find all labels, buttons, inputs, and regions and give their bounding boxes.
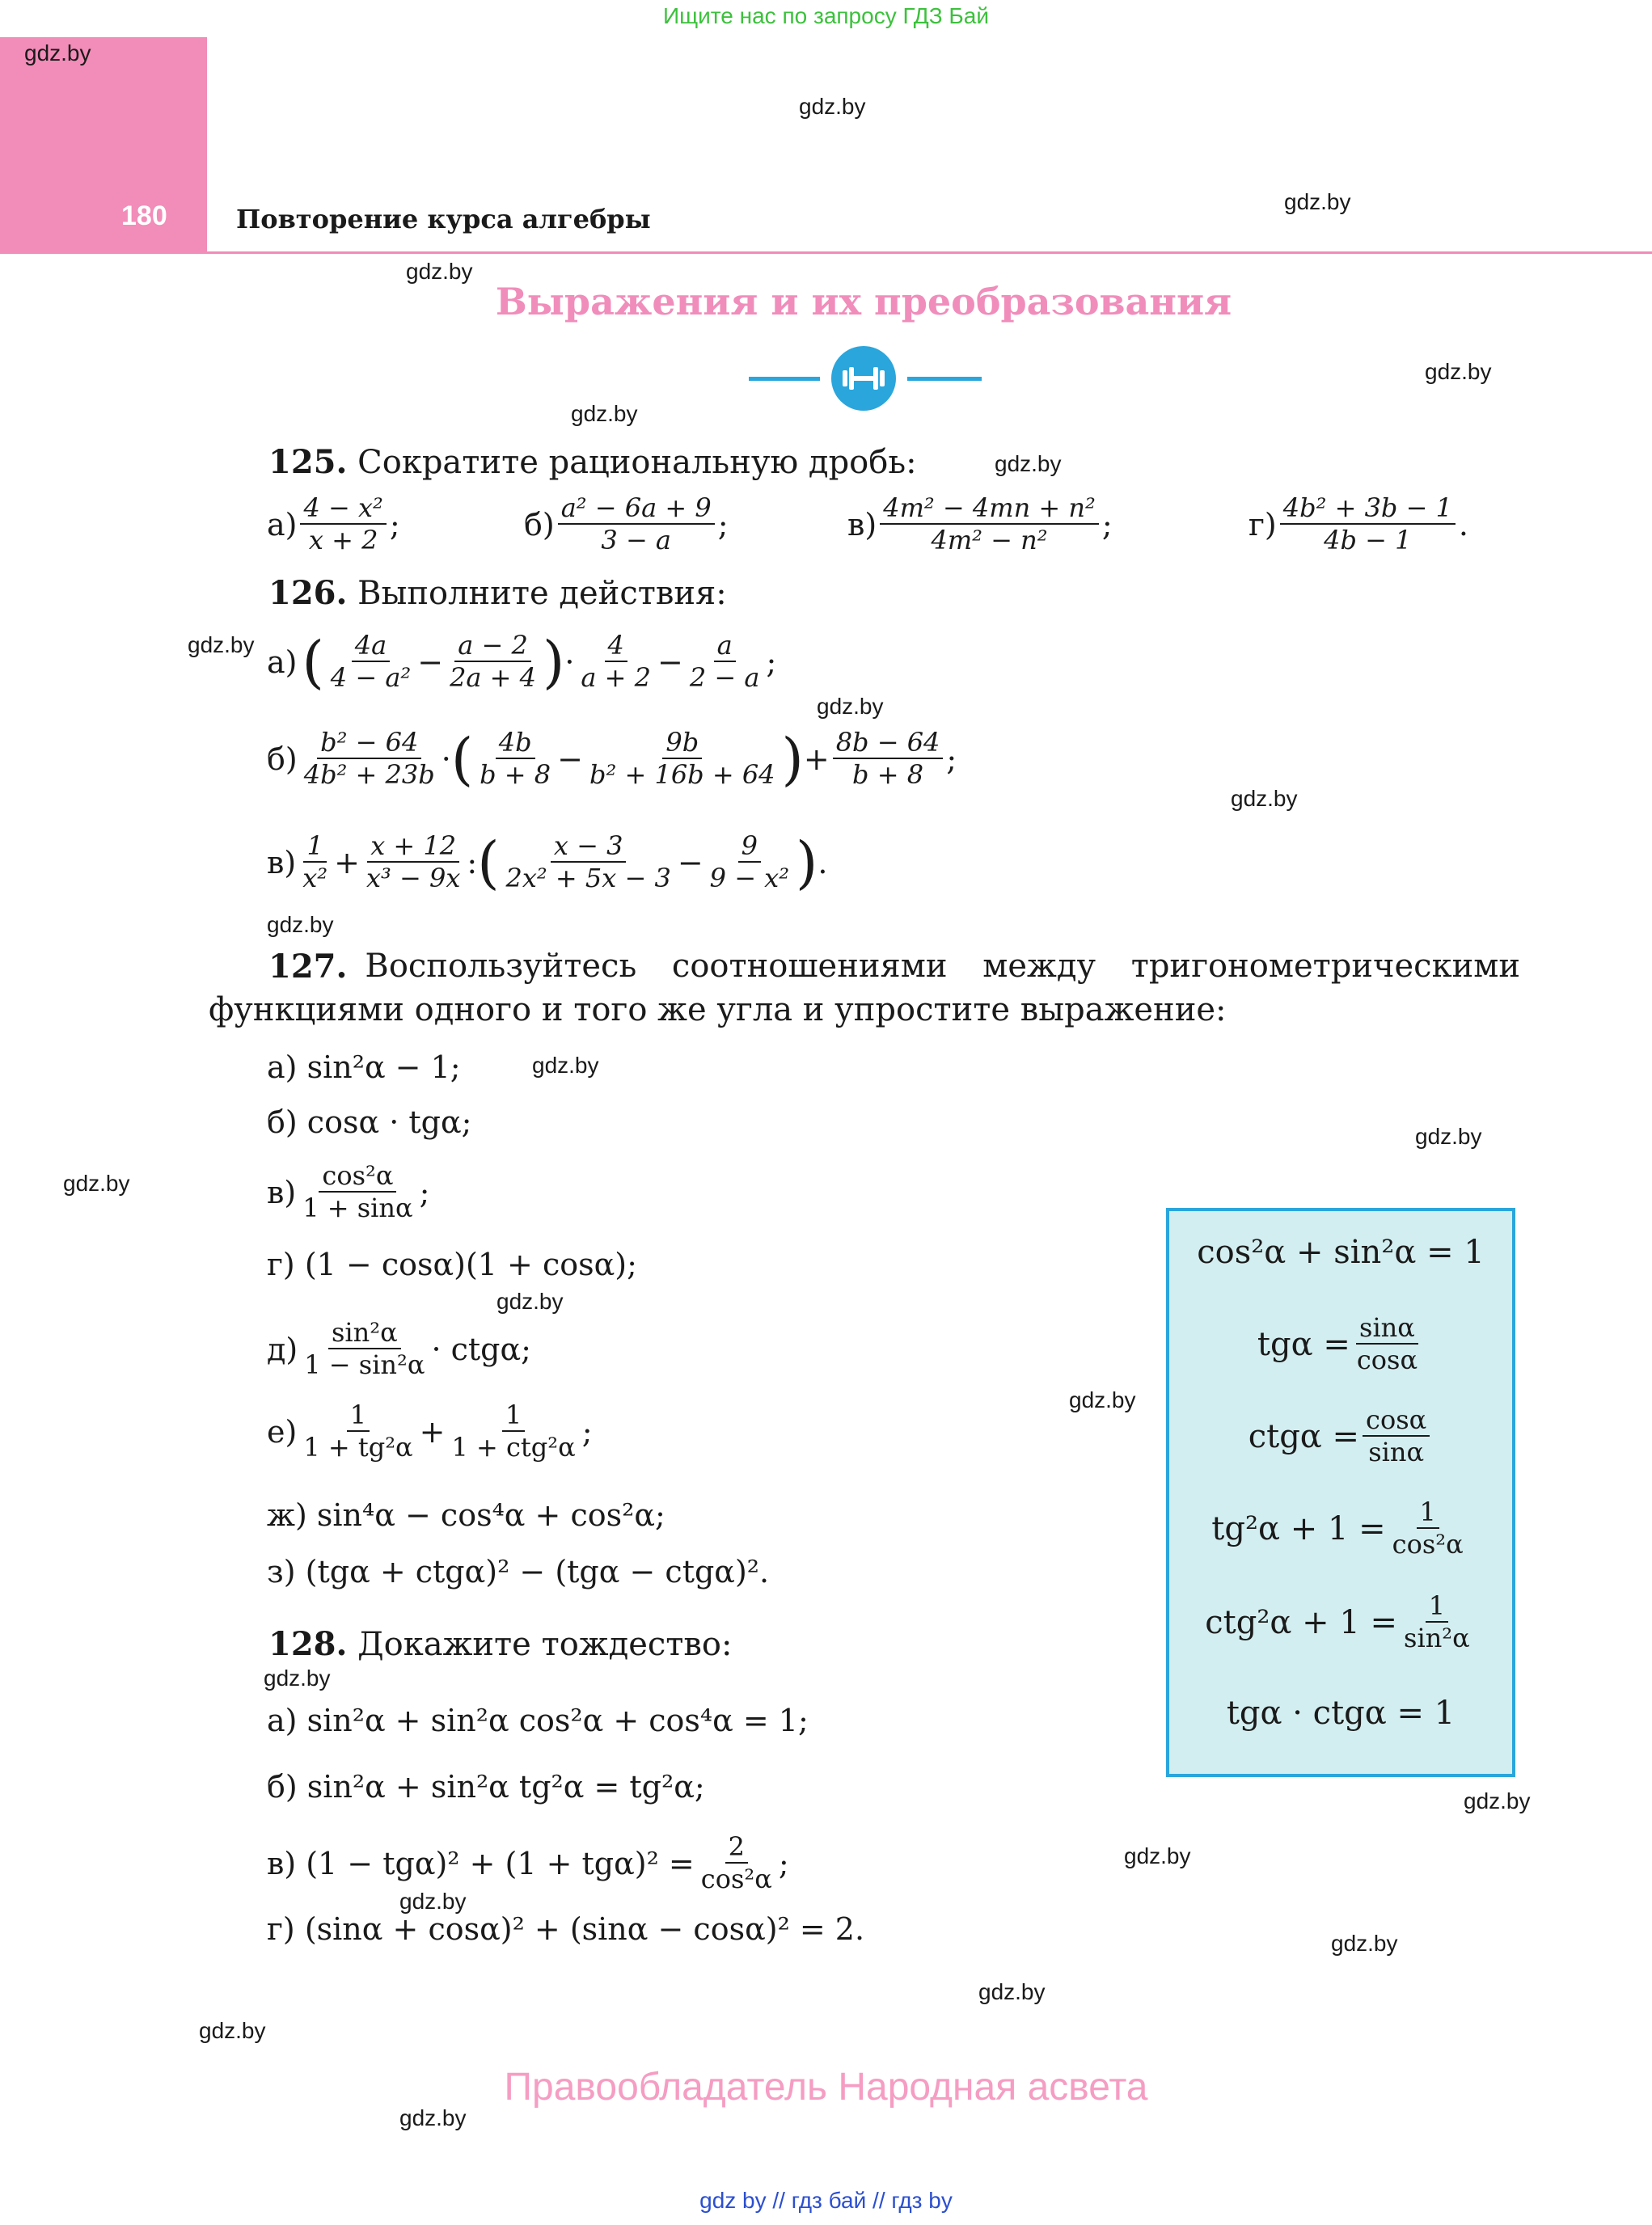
page-number: 180 — [121, 201, 167, 231]
fraction-denominator: 9 − x² — [709, 863, 790, 894]
watermark: gdz.by — [1415, 1124, 1482, 1149]
watermark: gdz.by — [1231, 786, 1298, 811]
watermark: gdz.by — [63, 1171, 130, 1196]
copyright-notice: Правообладатель Народная асвета — [504, 2066, 1148, 2109]
fraction-denominator: x + 2 — [308, 524, 378, 555]
item-label: е) — [267, 1413, 298, 1450]
watermark: gdz.by — [1464, 1788, 1531, 1813]
problem-number: 126. — [268, 574, 348, 612]
fraction-numerator: 1 — [1417, 1497, 1439, 1529]
watermark: gdz.by — [978, 1979, 1046, 2004]
formula-ctg-squared — [1169, 1591, 1512, 1653]
expression: sin²α − 1; — [306, 1049, 461, 1085]
problem-128-heading — [268, 1625, 732, 1663]
fraction-denominator: sin²α — [1404, 1622, 1470, 1653]
item-label: д) — [267, 1331, 298, 1367]
fraction-numerator: 4 — [605, 631, 627, 662]
item-label: б) — [267, 1769, 298, 1805]
problem-127-a — [267, 1049, 461, 1085]
expression: (sinα + cosα)² + (sinα − cosα)² = 2. — [304, 1911, 865, 1947]
expression: (1 − cosα)(1 + cosα); — [304, 1247, 637, 1282]
formula-left: ctg²α + 1 = — [1205, 1603, 1398, 1641]
fraction-numerator: x + 12 — [367, 831, 459, 863]
item-label: б) — [524, 506, 555, 543]
fraction-numerator: 4b² + 3b − 1 — [1280, 493, 1456, 525]
fraction-numerator: a — [714, 631, 736, 662]
page-number-block — [0, 37, 207, 254]
fraction-denominator: x² — [302, 863, 328, 894]
formula-tg-squared — [1169, 1497, 1512, 1560]
top-banner: Ищите нас по запросу ГДЗ Бай — [662, 3, 990, 28]
expression: sin²α + sin²α cos²α + cos⁴α = 1; — [306, 1703, 809, 1738]
item-label: г) — [267, 1911, 295, 1947]
fraction-numerator: sinα — [1356, 1313, 1418, 1345]
item-label: з) — [267, 1554, 296, 1590]
fraction-numerator: x − 3 — [551, 831, 627, 863]
formula-left: tgα = — [1257, 1325, 1350, 1363]
watermark: gdz.by — [1284, 189, 1351, 214]
problem-126-b: б) $\frac{\text{b² − 64}}{\text{4b² + 23b}}$ · ( $\frac{4b}{b + 8}$ − $\frac{9b}{\text{b² + 16b + 64}}$ ) + $\frac{8b - 64}{b + 8}$ ; — [267, 726, 957, 792]
watermark: gdz.by — [264, 1666, 331, 1691]
fraction-numerator: 4a — [352, 631, 390, 662]
item-label: в) — [267, 1845, 297, 1881]
watermark: gdz.by — [799, 94, 866, 119]
fraction-denominator: 1 + tg²α — [303, 1431, 413, 1463]
formula-box — [1166, 1208, 1515, 1777]
problem-text: Сократите рациональную дробь: — [357, 444, 917, 481]
item-label: а) — [267, 644, 298, 680]
watermark: gdz.by — [817, 694, 884, 719]
problem-125-a: а) $\frac{\text{4 − x²}}{x + 2}$ ; — [267, 492, 400, 555]
fraction-denominator: cos²α — [1392, 1528, 1464, 1560]
fraction-denominator: cos²α — [700, 1863, 772, 1894]
problem-text-line1: Воспользуйтесь соотношениями между тригонометрическими — [365, 948, 1520, 985]
item-label: б) — [267, 741, 298, 777]
fraction-numerator: b² − 64 — [317, 728, 421, 759]
item-label: в) — [267, 845, 297, 880]
dumbbell-icon — [831, 346, 896, 411]
formula-left: tg²α + 1 = — [1211, 1509, 1386, 1547]
watermark: gdz.by — [199, 2018, 266, 2043]
fraction-denominator: sinα — [1368, 1436, 1425, 1467]
decor-line-left — [749, 377, 820, 381]
item-label: б) — [267, 1104, 298, 1140]
expression: cosα · tgα; — [306, 1104, 472, 1140]
fraction-numerator: 2 — [725, 1832, 748, 1864]
watermark: gdz.by — [406, 259, 473, 284]
fraction-numerator: 1 — [1426, 1591, 1448, 1623]
fraction-denominator: 4b² + 23b — [303, 759, 435, 791]
fraction-denominator: 2x² + 5x − 3 — [505, 863, 671, 894]
fraction-denominator: 3 − a — [601, 524, 671, 555]
item-label: а) — [267, 1049, 298, 1085]
watermark: gdz.by — [532, 1053, 599, 1078]
header-divider — [207, 251, 1652, 254]
fraction-numerator: 4m² − 4mn + n² — [880, 493, 1099, 525]
formula-tg — [1169, 1313, 1512, 1375]
watermark: gdz.by — [1425, 359, 1492, 384]
watermark: gdz.by — [1331, 1931, 1398, 1956]
expression: sin²α + sin²α tg²α = tg²α; — [306, 1769, 705, 1805]
decor-line-right — [907, 377, 982, 381]
watermark: gdz.by — [571, 401, 638, 426]
fraction-numerator: a² − 6a + 9 — [558, 493, 715, 525]
problem-128-g — [267, 1911, 864, 1947]
problem-128-v: в) (1 − tgα)² + (1 + tgα)² = $\frac{2}{\text{cos²α}}$ ; — [267, 1831, 789, 1894]
fraction-numerator: 9b — [662, 728, 702, 759]
problem-126-v: в) $\frac{1}{\text{x²}}$ + $\frac{x + 12}{\text{x³ − 9x}}$ : ( $\frac{x - 3}{\text{2x² + 5x − 3}}$ − $\frac{9}{\text{9 − x²}}$ ) . — [267, 830, 828, 896]
fraction-denominator: b + 8 — [852, 759, 924, 791]
fraction-numerator: 4b — [496, 728, 535, 759]
watermark: gdz.by — [188, 632, 255, 657]
problem-127-z — [267, 1554, 769, 1590]
problem-127-v: в) $\frac{\text{cos²α}}{1 + \sin\alpha}$ ; — [267, 1160, 430, 1223]
fraction-numerator: 9 — [738, 831, 761, 863]
watermark: gdz.by — [24, 40, 91, 65]
problem-number: 127. — [268, 948, 348, 986]
item-label: ж) — [267, 1497, 307, 1533]
fraction-numerator: cos²α — [319, 1161, 396, 1193]
watermark: gdz.by — [267, 912, 334, 937]
problem-128-a — [267, 1703, 809, 1738]
fraction-denominator: x³ − 9x — [365, 863, 461, 894]
fraction-denominator: b + 8 — [480, 759, 551, 791]
problem-127-heading — [268, 948, 1520, 986]
fraction-denominator: 2a + 4 — [450, 662, 537, 694]
problem-127-d — [267, 1318, 531, 1380]
watermark: gdz.by — [1069, 1387, 1136, 1412]
fraction-numerator: 8b − 64 — [833, 728, 944, 759]
fraction-numerator: a − 2 — [454, 631, 531, 662]
problem-128-b — [267, 1769, 705, 1805]
fraction-numerator: cosα — [1363, 1405, 1430, 1437]
watermark: gdz.by — [995, 451, 1062, 476]
fraction-denominator: cosα — [1356, 1344, 1418, 1375]
problem-127-b — [267, 1104, 471, 1140]
problem-127-g — [267, 1247, 637, 1282]
fraction-denominator: a + 2 — [581, 662, 652, 694]
problem-127-zh — [267, 1497, 665, 1533]
item-label: г) — [1249, 506, 1277, 543]
expression: (1 − tgα)² + (1 + tgα)² = — [306, 1845, 695, 1881]
problem-number: 125. — [268, 443, 348, 481]
problem-text: Выполните действия: — [357, 575, 727, 612]
problem-125-v: в) $\frac{\text{4m² − 4mn + n²}}{\text{4m² − n²}}$ ; — [847, 492, 1113, 555]
item-label: а) — [267, 1703, 298, 1738]
item-label: г) — [267, 1247, 295, 1282]
item-label: в) — [847, 506, 877, 543]
fraction-numerator: sin²α — [328, 1318, 401, 1349]
problem-text-line2: функциями одного и того же угла и упростите выражение: — [209, 991, 1227, 1028]
fraction-denominator: 2 − a — [689, 662, 760, 694]
fraction-denominator: 4b − 1 — [1324, 524, 1412, 555]
footer-links[interactable]: gdz by // гдз бай // гдз by — [699, 2188, 953, 2213]
fraction-numerator: 1 — [347, 1400, 370, 1432]
item-label: а) — [267, 506, 298, 543]
header-title: Повторение курса алгебры — [236, 204, 651, 234]
formula-identity: cos²α + sin²α = 1 — [1197, 1234, 1485, 1271]
problem-text: Докажите тождество: — [357, 1626, 733, 1663]
fraction-denominator: 1 + ctg²α — [451, 1431, 576, 1463]
fraction-denominator: 1 + sinα — [302, 1192, 413, 1223]
fraction-denominator: b² + 16b + 64 — [589, 759, 775, 791]
expression: (tgα + ctgα)² − (tgα − ctgα)². — [305, 1554, 770, 1590]
problem-127-e: е) $\frac{1}{\text{1 + tg²α}}$ + $\frac{1}{\text{1 + ctg²α}}$ ; — [267, 1400, 593, 1463]
problem-125-heading — [268, 443, 917, 481]
problem-number: 128. — [268, 1625, 348, 1663]
problem-125-g: г) $\frac{\text{4b² + 3b − 1}}{4b - 1}$ . — [1249, 492, 1469, 555]
watermark: gdz.by — [399, 2105, 467, 2130]
problem-126-a: а) ( $\frac{4a}{\text{4 − a²}}$ − $\frac{a - 2}{2a + 4}$ ) · $\frac{4}{a + 2}$ − $\frac{a}{2 - a}$ ; — [267, 629, 777, 695]
expression: sin⁴α − cos⁴α + cos²α; — [316, 1497, 665, 1533]
fraction-numerator: 1 — [303, 831, 326, 863]
watermark: gdz.by — [1124, 1843, 1191, 1868]
fraction-denominator: 4m² − n² — [931, 524, 1048, 555]
fraction-numerator: 4 − x² — [300, 493, 386, 525]
item-label: в) — [267, 1174, 297, 1210]
formula-tg-ctg-product: tgα · ctgα = 1 — [1226, 1695, 1456, 1732]
watermark: gdz.by — [399, 1889, 467, 1914]
formula-left: ctgα = — [1248, 1417, 1360, 1455]
section-title: Выражения и их преобразования — [495, 280, 1232, 323]
fraction-denominator: 1 − sin²α — [304, 1349, 425, 1380]
problem-125-b: б) $\frac{\text{a² − 6a + 9}}{3 - a}$ ; — [524, 492, 729, 555]
formula-ctg — [1169, 1405, 1512, 1467]
expression: · ctgα; — [431, 1331, 531, 1367]
fraction-numerator: 1 — [502, 1400, 525, 1432]
watermark: gdz.by — [496, 1289, 564, 1314]
problem-126-heading — [268, 574, 727, 612]
fraction-denominator: 4 − a² — [330, 662, 412, 694]
